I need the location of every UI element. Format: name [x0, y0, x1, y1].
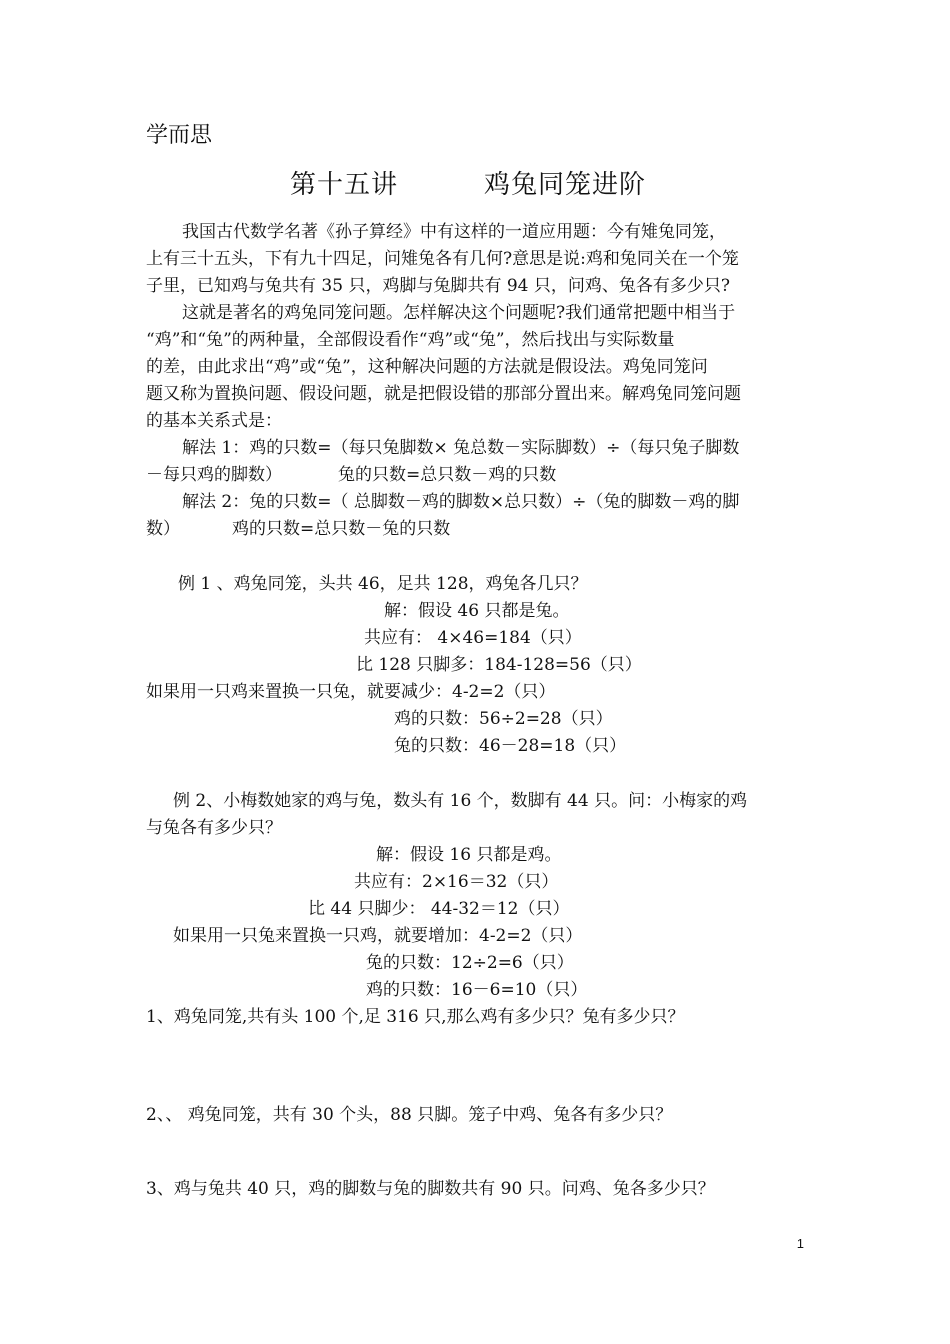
example-1-question: 例 1 、鸡兔同笼，头共 46，足共 128，鸡兔各几只？	[178, 574, 588, 594]
brand-label: 学而思	[146, 123, 213, 148]
exercise-item: 2、、 鸡兔同笼，共有 30 个头，88 只脚。笼子中鸡、兔各有多少只？	[146, 1105, 673, 1125]
example-2-step: 比 44 只脚少： 44-32＝12（只）	[308, 899, 570, 919]
intro-line: 的差，由此求出“鸡”或“兔”，这种解决问题的方法就是假设法。鸡兔同笼问	[146, 357, 708, 377]
method-1-line: 兔的只数=总只数－鸡的只数	[338, 465, 557, 485]
intro-line: 子里，已知鸡与兔共有 35 只，鸡脚与兔脚共有 94 只，问鸡、兔各有多少只?	[146, 276, 730, 296]
example-1-step: 比 128 只脚多：184-128=56（只）	[356, 655, 642, 675]
lecture-title	[290, 164, 646, 201]
method-2-line: 数）	[146, 519, 180, 539]
method-2-line: 鸡的只数=总只数－兔的只数	[232, 519, 451, 539]
method-1-line: －每只鸡的脚数）	[146, 465, 282, 485]
example-2-question: 与兔各有多少只？	[146, 818, 282, 838]
lecture-topic: 鸡兔同笼进阶	[484, 170, 647, 200]
example-2-step: 共应有：2×16＝32（只）	[354, 872, 559, 892]
example-1-step: 鸡的只数：56÷2=28（只）	[394, 709, 613, 729]
method-1-line: 解法 1：鸡的只数=（每只兔脚数× 兔总数－实际脚数）÷（每只兔子脚数	[182, 438, 740, 458]
method-2-line: 解法 2：兔的只数=（ 总脚数－鸡的脚数×总只数）÷（兔的脚数－鸡的脚	[182, 492, 740, 512]
intro-line: 这就是著名的鸡兔同笼问题。怎样解决这个问题呢?我们通常把题中相当于	[182, 303, 736, 323]
intro-line: 我国古代数学名著《孙子算经》中有这样的一道应用题：今有雉兔同笼，	[182, 222, 726, 242]
intro-line: 上有三十五头，下有九十四足，问雉兔各有几何?意思是说:鸡和兔同关在一个笼	[146, 249, 739, 269]
example-2-question: 例 2、小梅数她家的鸡与兔，数头有 16 个，数脚有 44 只。问：小梅家的鸡	[173, 791, 748, 811]
example-2-step: 解：假设 16 只都是鸡。	[376, 845, 562, 865]
exercise-item: 1、鸡兔同笼,共有头 100 个,足 316 只,那么鸡有多少只？兔有多少只？	[146, 1007, 685, 1027]
example-2-step: 如果用一只兔来置换一只鸡，就要增加：4-2=2（只）	[173, 926, 583, 946]
intro-line: “鸡”和“兔”的两种量，全部假设看作“鸡”或“兔”，然后找出与实际数量	[146, 330, 675, 350]
example-2-step: 兔的只数：12÷2=6（只）	[366, 953, 574, 973]
example-1-step: 解：假设 46 只都是兔。	[384, 601, 570, 621]
example-2-step: 鸡的只数：16－6=10（只）	[366, 980, 588, 1000]
lecture-number: 第十五讲	[290, 170, 399, 200]
example-1-step: 如果用一只鸡来置换一只兔，就要减少：4-2=2（只）	[146, 682, 556, 702]
page-number: 1	[796, 1236, 804, 1251]
exercise-item: 3、鸡与兔共 40 只，鸡的脚数与兔的脚数共有 90 只。问鸡、兔各多少只？	[146, 1179, 715, 1199]
intro-line: 的基本关系式是：	[146, 411, 282, 431]
example-1-step: 兔的只数：46－28=18（只）	[394, 736, 627, 756]
example-1-step: 共应有： 4×46=184（只）	[364, 628, 582, 648]
intro-line: 题又称为置换问题、假设问题，就是把假设错的那部分置出来。解鸡兔同笼问题	[146, 384, 741, 404]
